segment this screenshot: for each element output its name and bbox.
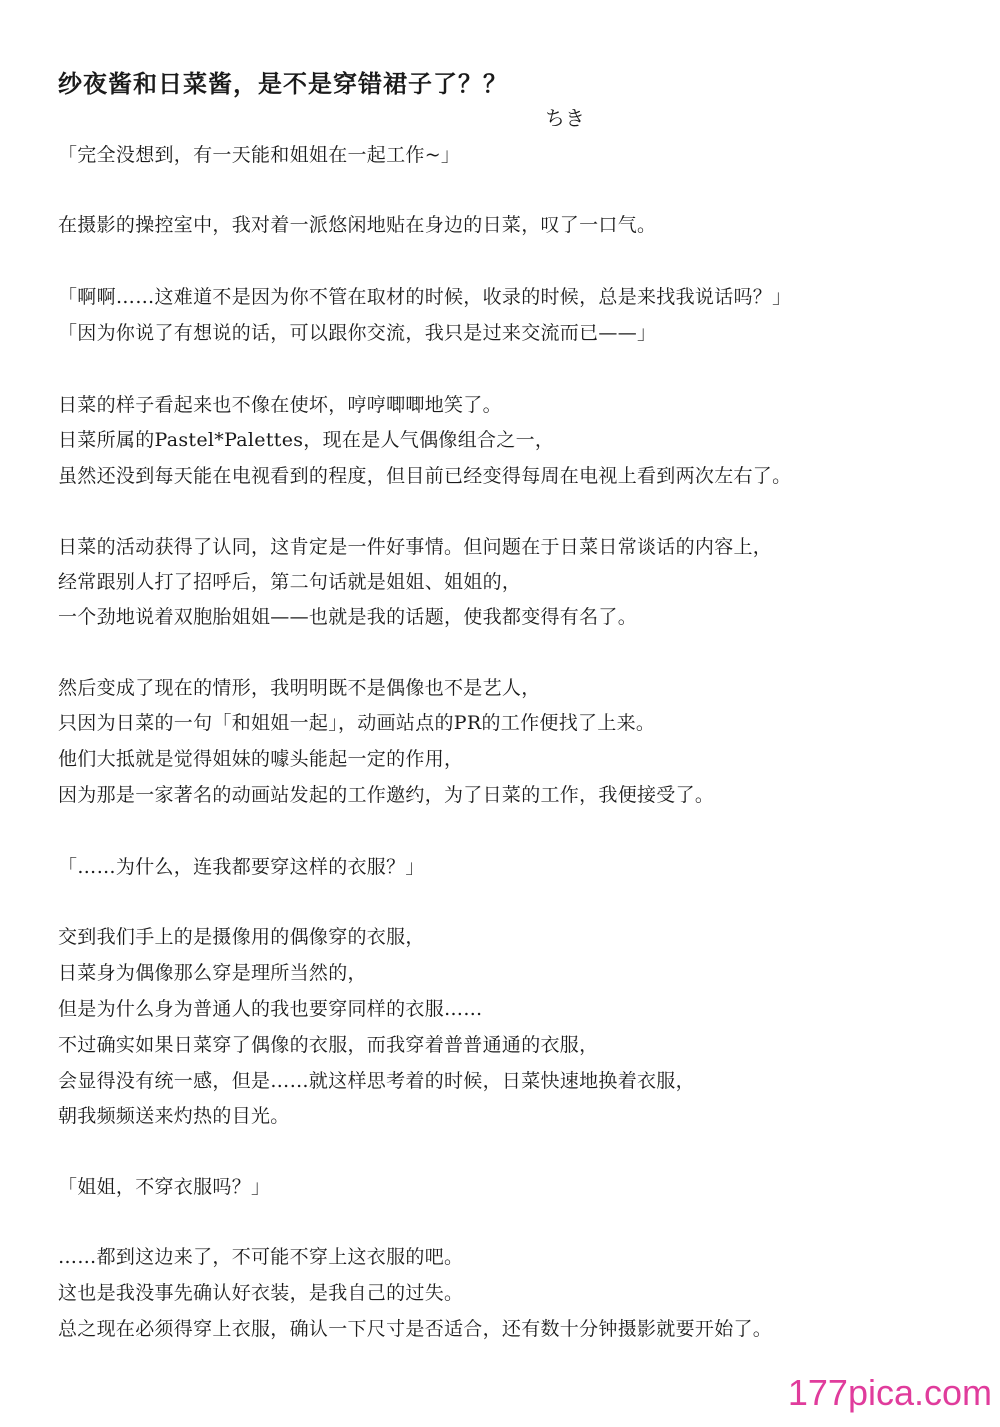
text-line: 但是为什么身为普通人的我也要穿同样的衣服…… <box>58 998 483 1020</box>
text-line: 他们大抵就是觉得姐妹的噱头能起一定的作用， <box>58 748 464 770</box>
text-line: 这也是我没事先确认好衣装，是我自己的过失。 <box>58 1282 464 1304</box>
text-line: 日菜身为偶像那么穿是理所当然的， <box>58 962 367 984</box>
text-line: 不过确实如果日菜穿了偶像的衣服，而我穿着普普通通的衣服， <box>58 1034 599 1056</box>
text-line: 「……为什么，连我都要穿这样的衣服？」 <box>58 856 425 878</box>
text-line: 交到我们手上的是摄像用的偶像穿的衣服， <box>58 926 425 948</box>
text-line: 日菜的活动获得了认同，这肯定是一件好事情。但问题在于日菜日常谈话的内容上， <box>58 536 773 558</box>
text-line: 因为那是一家著名的动画站发起的工作邀约，为了日菜的工作，我便接受了。 <box>58 784 715 806</box>
text-line: 朝我频频送来灼热的目光。 <box>58 1105 290 1127</box>
text-line: ……都到这边来了，不可能不穿上这衣服的吧。 <box>58 1246 464 1268</box>
text-line: 「啊啊……这难道不是因为你不管在取材的时候，收录的时候，总是来找我说话吗？」 <box>58 286 792 308</box>
text-line: 「完全没想到，有一天能和姐姐在一起工作~」 <box>58 144 461 166</box>
document-title: 纱夜酱和日菜酱，是不是穿错裙子了？？ <box>58 69 508 98</box>
text-line: 「因为你说了有想说的话，可以跟你交流，我只是过来交流而已——」 <box>58 322 657 344</box>
text-line: 日菜的样子看起来也不像在使坏，哼哼唧唧地笑了。 <box>58 394 502 416</box>
author-name: ちき <box>545 106 585 130</box>
text-line: 经常跟别人打了招呼后，第二句话就是姐姐、姐姐的， <box>58 571 522 593</box>
text-line: 在摄影的操控室中，我对着一派悠闲地贴在身边的日菜，叹了一口气。 <box>58 214 657 236</box>
text-line: 虽然还没到每天能在电视看到的程度，但目前已经变得每周在电视上看到两次左右了。 <box>58 465 792 487</box>
text-line: 「姐姐，不穿衣服吗？」 <box>58 1176 271 1198</box>
text-line: 日菜所属的Pastel*Palettes，现在是人气偶像组合之一， <box>58 429 555 451</box>
text-line: 只因为日菜的一句「和姐姐一起」，动画站点的PR的工作便找了上来。 <box>58 712 656 734</box>
text-line: 一个劲地说着双胞胎姐姐——也就是我的话题，使我都变得有名了。 <box>58 606 638 628</box>
text-line: 总之现在必须得穿上衣服，确认一下尺寸是否适合，还有数十分钟摄影就要开始了。 <box>58 1318 773 1340</box>
text-line: 然后变成了现在的情形，我明明既不是偶像也不是艺人， <box>58 677 541 699</box>
site-watermark: 177pica.com <box>787 1372 992 1413</box>
text-line: 会显得没有统一感，但是……就这样思考着的时候，日菜快速地换着衣服， <box>58 1070 695 1092</box>
